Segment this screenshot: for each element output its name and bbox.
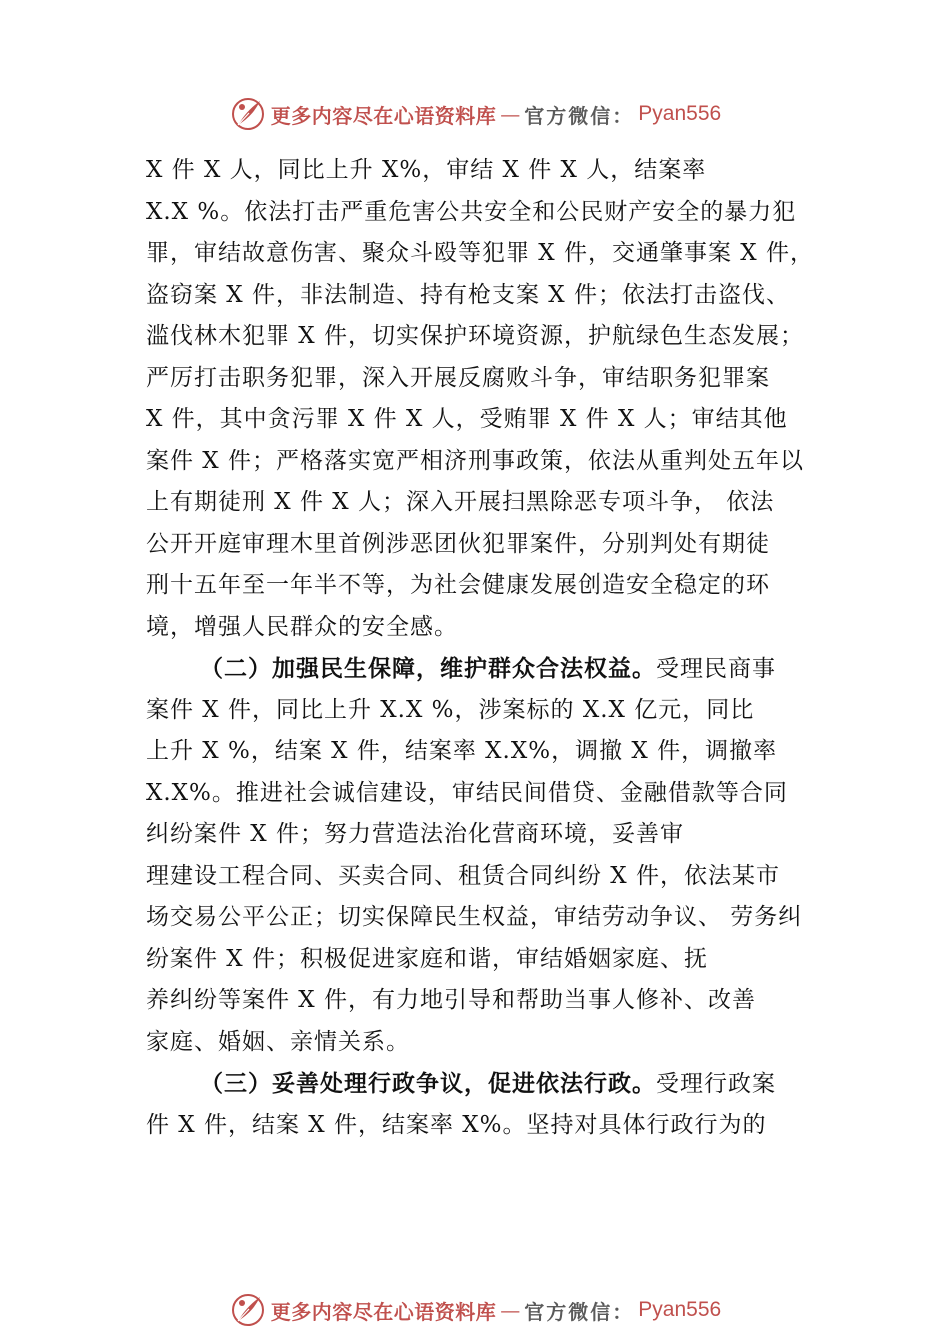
header-brand-text: 更多内容尽在心语资料库 <box>270 103 497 128</box>
section-3-line: 件 X 件，结案 X 件，结案率 X%。坚持对具体行政行为的 <box>146 1111 767 1138</box>
section-2-heading-rest: 受理民商事 <box>656 656 776 682</box>
body-line: 刑十五年至一年半不等，为社会健康发展创造安全稳定的环 <box>146 572 770 598</box>
footer-label-text: 官方微信： <box>524 1299 635 1324</box>
header-label-text: 官方微信： <box>524 103 635 128</box>
feather-pen-logo-icon <box>229 1291 267 1329</box>
header-banner <box>0 94 950 134</box>
section-2-line: 场交易公平公正；切实保障民生权益，审结劳动争议、 劳务纠 <box>146 904 803 930</box>
body-line: 罪，审结故意伤害、聚众斗殴等犯罪 X 件，交通肇事案 X 件， <box>146 240 814 266</box>
section-2-line: X.X%。推进社会诚信建设，审结民间借贷、金融借款等合同 <box>146 779 788 806</box>
header-wechat-id: Pyan556 <box>638 102 722 125</box>
body-line: 公开开庭审理木里首例涉恶团伙犯罪案件，分别判处有期徒 <box>146 530 770 557</box>
footer-wechat-id: Pyan556 <box>638 1298 722 1321</box>
body-line: 境，增强人民群众的安全感。 <box>146 613 458 640</box>
section-2-line: 家庭、婚姻、亲情关系。 <box>146 1028 410 1055</box>
body-line: 案件 X 件；严格落实宽严相济刑事政策，依法从重判处五年以 <box>146 447 804 474</box>
body-line: 上有期徒刑 X 件 X 人；深入开展扫黑除恶专项斗争， 依法 <box>146 489 775 515</box>
body-line: X 件，其中贪污罪 X 件 X 人，受贿罪 X 件 X 人；审结其他 <box>146 406 788 432</box>
footer-brand-text: 更多内容尽在心语资料库 <box>270 1299 497 1324</box>
section-3-heading-line <box>146 1063 826 1105</box>
header-dash: — <box>500 102 521 126</box>
section-2-line: 案件 X 件，同比上升 X.X %，涉案标的 X.X 亿元，同比 <box>146 696 755 723</box>
footer-banner <box>0 1290 950 1330</box>
section-2-line: 养纠纷等案件 X 件，有力地引导和帮助当事人修补、改善 <box>146 987 756 1013</box>
section-2-heading-line <box>146 648 826 690</box>
section-2-line: 理建设工程合同、买卖合同、租赁合同纠纷 X 件，依法某市 <box>146 862 780 889</box>
document-body <box>146 150 826 1146</box>
section-2-line: 纠纷案件 X 件；努力营造法治化营商环境，妥善审 <box>146 821 684 847</box>
body-line: X 件 X 人，同比上升 X%，审结 X 件 X 人，结案率 <box>146 157 707 183</box>
feather-pen-logo-icon <box>229 95 267 133</box>
body-line: 滥伐林木犯罪 X 件，切实保护环境资源，护航绿色生态发展； <box>146 323 804 349</box>
footer-dash: — <box>500 1298 521 1322</box>
section-2-line: 纷案件 X 件；积极促进家庭和谐，审结婚姻家庭、抚 <box>146 945 708 972</box>
body-line: 严厉打击职务犯罪，深入开展反腐败斗争，审结职务犯罪案 <box>146 364 770 391</box>
section-3-heading: （三）妥善处理行政争议，促进依法行政。 <box>200 1070 656 1097</box>
body-line: 盗窃案 X 件，非法制造、持有枪支案 X 件；依法打击盗伐、 <box>146 281 790 308</box>
body-line: X.X %。依法打击严重危害公共安全和公民财产安全的暴力犯 <box>146 198 797 225</box>
section-3-heading-rest: 受理行政案 <box>656 1071 776 1097</box>
section-2-heading: （二）加强民生保障，维护群众合法权益。 <box>200 655 656 682</box>
section-2-line: 上升 X %，结案 X 件，结案率 X.X%，调撤 X 件，调撤率 <box>146 738 778 764</box>
